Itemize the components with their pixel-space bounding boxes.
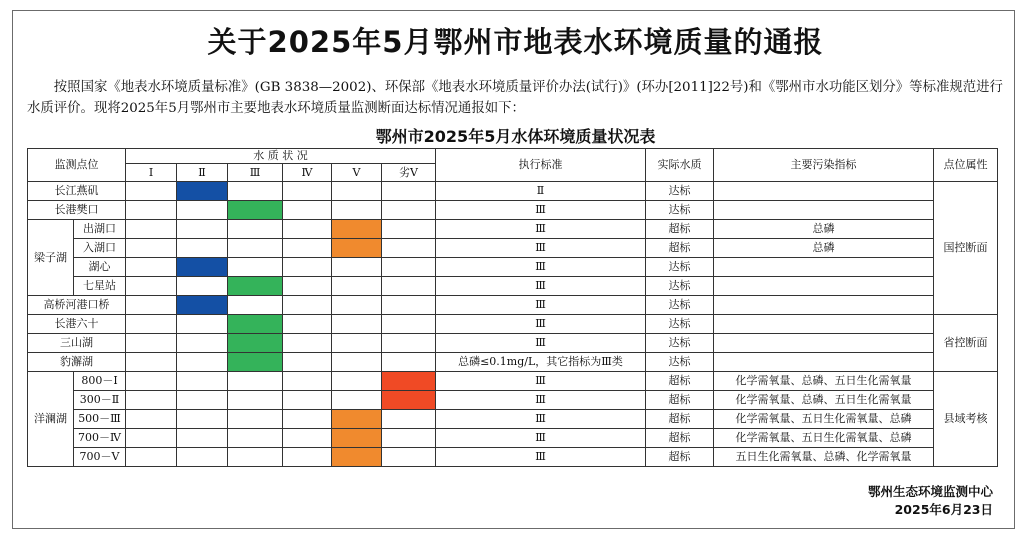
grade-cell [126, 239, 177, 258]
site-name: 700－Ⅴ [74, 448, 126, 467]
attribute-county: 县域考核 [934, 372, 998, 467]
attribute-provincial: 省控断面 [934, 315, 998, 372]
grade-cell [382, 315, 436, 334]
grade-cell-filled [228, 353, 283, 372]
grade-cell [228, 258, 283, 277]
site-name: 入湖口 [74, 239, 126, 258]
grade-cell [126, 353, 177, 372]
table-row [28, 410, 998, 429]
water-quality-table [27, 148, 998, 467]
site-name: 出湖口 [74, 220, 126, 239]
grade-cell [228, 391, 283, 410]
grade-cell [332, 334, 382, 353]
table-row [28, 353, 998, 372]
grade-cell-filled [177, 182, 228, 201]
grade-cell [126, 448, 177, 467]
site-name: 长江燕矶 [28, 182, 126, 201]
grade-cell [228, 448, 283, 467]
grade-cell [126, 182, 177, 201]
grade-cell [126, 410, 177, 429]
grade-cell [283, 429, 332, 448]
grade-cell [382, 448, 436, 467]
grade-cell [382, 410, 436, 429]
grade-cell [126, 429, 177, 448]
grade-cell [332, 372, 382, 391]
grade-cell [332, 258, 382, 277]
grade-cell [382, 334, 436, 353]
table-row [28, 277, 998, 296]
grade-cell [283, 315, 332, 334]
grade-header: Ⅰ [126, 164, 177, 182]
grade-cell-filled [177, 296, 228, 315]
standard-cell: 总磷≤0.1mg/L，其它指标为Ⅲ类 [436, 353, 646, 372]
site-name: 湖心 [74, 258, 126, 277]
grade-cell [283, 448, 332, 467]
grade-cell [382, 201, 436, 220]
actual-quality-cell: 超标 [646, 220, 714, 239]
grade-cell [228, 239, 283, 258]
grade-cell [126, 372, 177, 391]
table-row [28, 296, 998, 315]
pollutant-cell [714, 201, 934, 220]
actual-quality-cell: 达标 [646, 353, 714, 372]
grade-cell-filled [228, 315, 283, 334]
grade-cell [382, 353, 436, 372]
pollutant-cell: 化学需氧量、五日生化需氧量、总磷 [714, 410, 934, 429]
page-title: 关于2025年5月鄂州市地表水环境质量的通报 [207, 25, 824, 59]
pollutant-cell: 化学需氧量、总磷、五日生化需氧量 [714, 372, 934, 391]
grade-header: Ⅴ [332, 164, 382, 182]
header-standard: 执行标准 [436, 149, 646, 182]
grade-cell [177, 410, 228, 429]
grade-cell [228, 372, 283, 391]
grade-cell [126, 334, 177, 353]
header-site: 监测点位 [28, 149, 126, 182]
grade-cell-filled [332, 410, 382, 429]
site-name: 500－Ⅲ [74, 410, 126, 429]
grade-cell [283, 258, 332, 277]
grade-cell [332, 353, 382, 372]
grade-cell [283, 334, 332, 353]
table-row [28, 239, 998, 258]
grade-cell [382, 296, 436, 315]
standard-cell: Ⅲ [436, 410, 646, 429]
pollutant-cell [714, 334, 934, 353]
footer-date: 2025年6月23日 [894, 502, 993, 517]
grade-cell [177, 372, 228, 391]
grade-cell [283, 201, 332, 220]
grade-cell-filled [332, 429, 382, 448]
grade-cell-filled [382, 372, 436, 391]
actual-quality-cell: 达标 [646, 201, 714, 220]
pollutant-cell [714, 353, 934, 372]
grade-cell [228, 410, 283, 429]
grade-cell [126, 277, 177, 296]
grade-cell-filled [332, 448, 382, 467]
actual-quality-cell: 达标 [646, 258, 714, 277]
grade-header: 劣Ⅴ [382, 164, 436, 182]
standard-cell: Ⅲ [436, 448, 646, 467]
site-name: 长港六十 [28, 315, 126, 334]
table-title: 鄂州市2025年5月水体环境质量状况表 [375, 127, 656, 146]
header-actual: 实际水质 [646, 149, 714, 182]
grade-cell [228, 182, 283, 201]
header-attribute: 点位属性 [934, 149, 998, 182]
actual-quality-cell: 超标 [646, 391, 714, 410]
actual-quality-cell: 超标 [646, 410, 714, 429]
site-name: 700－Ⅳ [74, 429, 126, 448]
actual-quality-cell: 达标 [646, 334, 714, 353]
table-row [28, 182, 998, 201]
actual-quality-cell: 超标 [646, 372, 714, 391]
group-liangzihu: 梁子湖 [28, 220, 74, 296]
grade-cell [332, 277, 382, 296]
grade-cell [177, 391, 228, 410]
pollutant-cell: 总磷 [714, 220, 934, 239]
grade-cell [283, 372, 332, 391]
header-quality: 水 质 状 况 [126, 149, 436, 164]
grade-cell [382, 182, 436, 201]
grade-cell [126, 391, 177, 410]
standard-cell: Ⅲ [436, 429, 646, 448]
table-row [28, 429, 998, 448]
grade-cell [126, 201, 177, 220]
grade-cell [177, 315, 228, 334]
actual-quality-cell: 超标 [646, 448, 714, 467]
pollutant-cell: 总磷 [714, 239, 934, 258]
header-pollutant: 主要污染指标 [714, 149, 934, 182]
intro-paragraph: 按照国家《地表水环境质量标准》(GB 3838—2002)、环保部《地表水环境质量评价办法(试行)》(环办[2011]22号)和《鄂州市水功能区划分》等标准规范进行水质评价。现将2025年5月鄂州市主要地表水环境质量监测断面达标情况通报如下： [27, 80, 1003, 116]
grade-cell [228, 220, 283, 239]
standard-cell: Ⅲ [436, 315, 646, 334]
grade-cell [283, 391, 332, 410]
grade-cell [283, 296, 332, 315]
grade-cell [177, 429, 228, 448]
standard-cell: Ⅲ [436, 391, 646, 410]
grade-cell [126, 296, 177, 315]
grade-cell [283, 239, 332, 258]
grade-cell [177, 448, 228, 467]
table-row [28, 334, 998, 353]
site-name: 高桥河港口桥 [28, 296, 126, 315]
grade-cell [228, 429, 283, 448]
grade-cell-filled [332, 220, 382, 239]
standard-cell: Ⅲ [436, 277, 646, 296]
standard-cell: Ⅲ [436, 258, 646, 277]
standard-cell: Ⅲ [436, 220, 646, 239]
grade-cell-filled [228, 334, 283, 353]
actual-quality-cell: 达标 [646, 182, 714, 201]
standard-cell: Ⅲ [436, 372, 646, 391]
grade-cell [177, 353, 228, 372]
pollutant-cell [714, 277, 934, 296]
actual-quality-cell: 达标 [646, 277, 714, 296]
pollutant-cell [714, 315, 934, 334]
table-row [28, 448, 998, 467]
grade-cell [126, 220, 177, 239]
grade-cell [177, 220, 228, 239]
grade-cell-filled [228, 277, 283, 296]
standard-cell: Ⅱ [436, 182, 646, 201]
table-row [28, 201, 998, 220]
site-name: 长港樊口 [28, 201, 126, 220]
table-row [28, 391, 998, 410]
pollutant-cell: 五日生化需氧量、总磷、化学需氧量 [714, 448, 934, 467]
grade-cell [332, 182, 382, 201]
grade-cell [283, 277, 332, 296]
grade-cell [382, 277, 436, 296]
grade-cell [177, 201, 228, 220]
grade-cell [228, 296, 283, 315]
grade-cell-filled [228, 201, 283, 220]
grade-cell [283, 220, 332, 239]
pollutant-cell: 化学需氧量、总磷、五日生化需氧量 [714, 391, 934, 410]
grade-header: Ⅳ [283, 164, 332, 182]
grade-cell [283, 353, 332, 372]
standard-cell: Ⅲ [436, 296, 646, 315]
grade-cell-filled [177, 258, 228, 277]
grade-cell [177, 334, 228, 353]
table-row [28, 258, 998, 277]
site-name: 三山湖 [28, 334, 126, 353]
table-row [28, 315, 998, 334]
grade-cell-filled [382, 391, 436, 410]
grade-cell [283, 182, 332, 201]
grade-cell [382, 429, 436, 448]
actual-quality-cell: 超标 [646, 429, 714, 448]
grade-cell [126, 258, 177, 277]
site-name: 800－Ⅰ [74, 372, 126, 391]
actual-quality-cell: 达标 [646, 296, 714, 315]
grade-cell [382, 258, 436, 277]
grade-header: Ⅲ [228, 164, 283, 182]
grade-cell [283, 410, 332, 429]
grade-cell [126, 315, 177, 334]
pollutant-cell [714, 296, 934, 315]
grade-cell [382, 239, 436, 258]
grade-cell [332, 391, 382, 410]
grade-cell [332, 296, 382, 315]
table-row [28, 220, 998, 239]
standard-cell: Ⅲ [436, 334, 646, 353]
grade-cell [332, 315, 382, 334]
pollutant-cell [714, 258, 934, 277]
grade-cell [382, 220, 436, 239]
standard-cell: Ⅲ [436, 239, 646, 258]
standard-cell: Ⅲ [436, 201, 646, 220]
actual-quality-cell: 达标 [646, 315, 714, 334]
header-row [28, 149, 998, 164]
site-name: 300－Ⅱ [74, 391, 126, 410]
grade-cell [177, 239, 228, 258]
table-row [28, 372, 998, 391]
grade-cell [177, 277, 228, 296]
site-name: 豹澥湖 [28, 353, 126, 372]
attribute-national: 国控断面 [934, 182, 998, 315]
grade-header: Ⅱ [177, 164, 228, 182]
grade-cell [332, 201, 382, 220]
grade-cell-filled [332, 239, 382, 258]
site-name: 七星站 [74, 277, 126, 296]
pollutant-cell: 化学需氧量、五日生化需氧量、总磷 [714, 429, 934, 448]
pollutant-cell [714, 182, 934, 201]
footer-org: 鄂州生态环境监测中心 [867, 484, 993, 499]
actual-quality-cell: 超标 [646, 239, 714, 258]
group-yanglanhu: 洋澜湖 [28, 372, 74, 467]
